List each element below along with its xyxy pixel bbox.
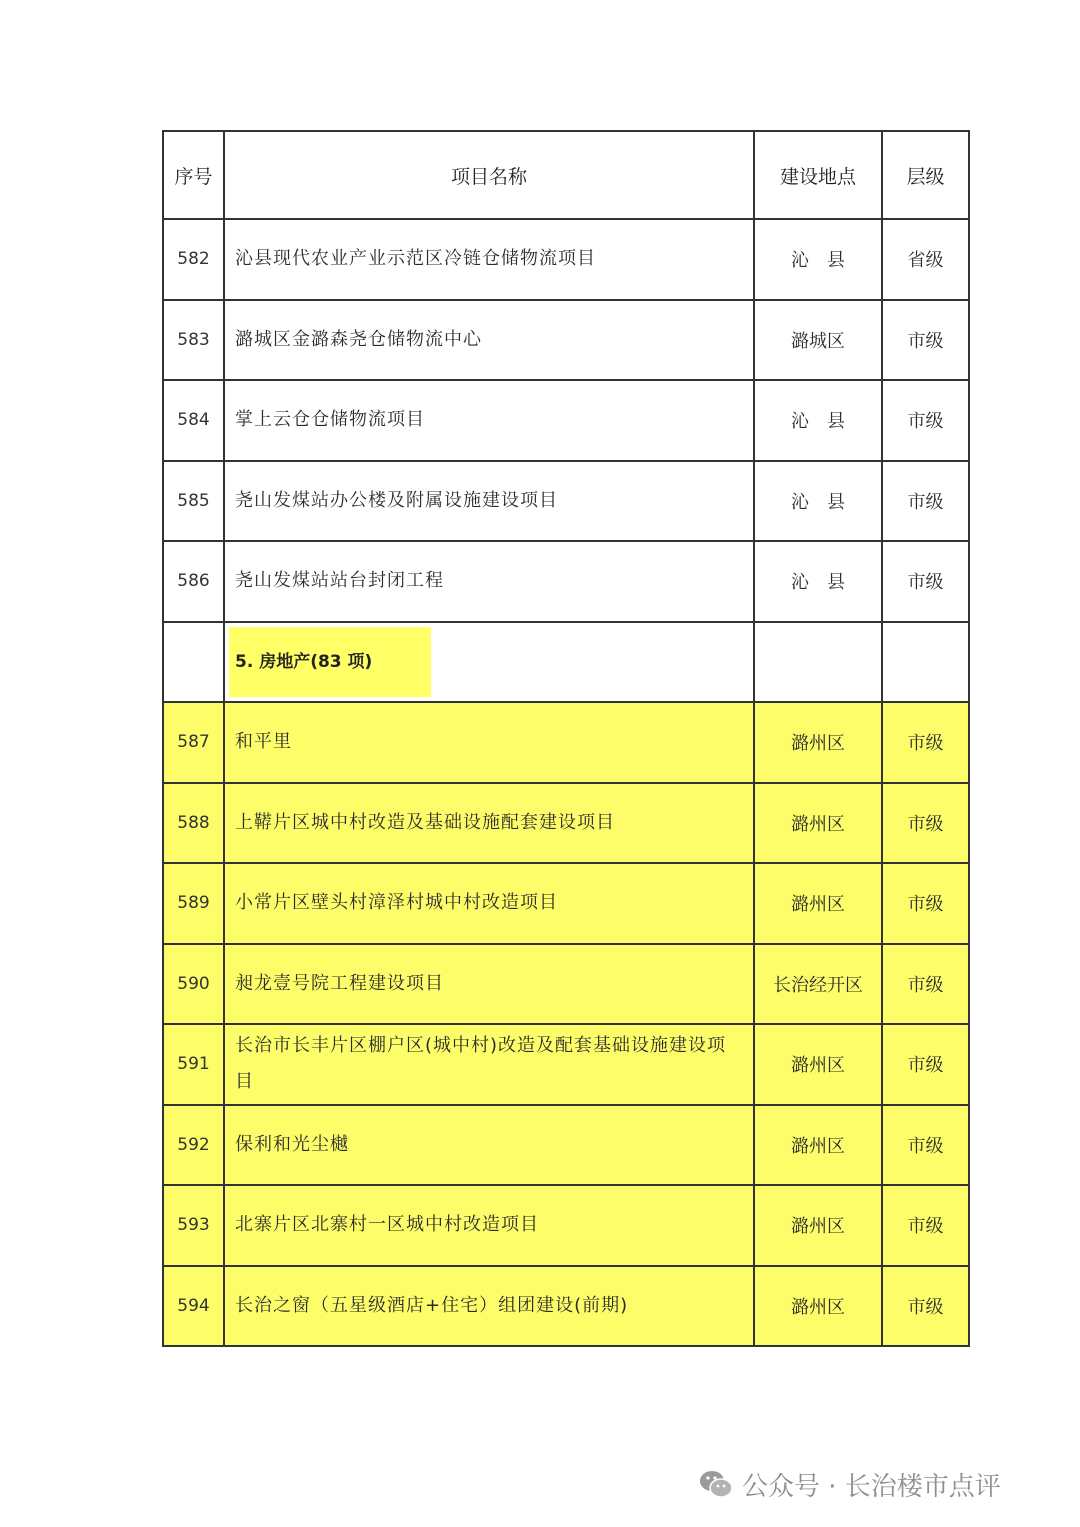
- row-no: 584: [163, 380, 224, 461]
- row-name: 长治之窗（五星级酒店+住宅）组团建设(前期): [224, 1266, 754, 1347]
- watermark-text: 公众号 · 长治楼市点评: [742, 1471, 1001, 1502]
- category-row: [163, 622, 969, 703]
- project-table: [162, 130, 970, 1347]
- row-location: 潞州区: [754, 1105, 882, 1186]
- table-row: [163, 702, 969, 783]
- row-level: 市级: [882, 1105, 969, 1186]
- table-row: [163, 380, 969, 461]
- category-no-cell: [163, 622, 224, 703]
- row-no: 593: [163, 1185, 224, 1266]
- table-row: [163, 1266, 969, 1347]
- category-level-cell: [882, 622, 969, 703]
- project-table-sheet: [162, 130, 968, 1347]
- row-location: 潞州区: [754, 783, 882, 864]
- row-level: 市级: [882, 300, 969, 381]
- row-name: 潞城区金潞森尧仓储物流中心: [224, 300, 754, 381]
- row-level: 市级: [882, 1266, 969, 1347]
- row-location: 潞州区: [754, 1185, 882, 1266]
- row-level: 市级: [882, 783, 969, 864]
- row-level: 市级: [882, 1185, 969, 1266]
- row-location: 长治经开区: [754, 944, 882, 1025]
- header-level: 层级: [882, 131, 969, 219]
- row-level: 市级: [882, 541, 969, 622]
- row-no: 583: [163, 300, 224, 381]
- table-row: [163, 300, 969, 381]
- row-location: 沁 县: [754, 219, 882, 300]
- category-location-cell: [754, 622, 882, 703]
- table-row: [163, 944, 969, 1025]
- table-row: [163, 219, 969, 300]
- table-row: [163, 541, 969, 622]
- row-name: 上鞯片区城中村改造及基础设施配套建设项目: [224, 783, 754, 864]
- row-no: 588: [163, 783, 224, 864]
- table-row: [163, 1105, 969, 1186]
- row-location: 潞州区: [754, 702, 882, 783]
- row-name: 北寨片区北寨村一区城中村改造项目: [224, 1185, 754, 1266]
- row-level: 市级: [882, 863, 969, 944]
- row-location: 沁 县: [754, 461, 882, 542]
- watermark: [698, 1462, 1001, 1506]
- row-no: 591: [163, 1024, 224, 1105]
- row-location: 潞州区: [754, 863, 882, 944]
- wechat-icon: [698, 1469, 734, 1499]
- category-label: 5. 房地产(83 项): [229, 627, 431, 697]
- header-location: 建设地点: [754, 131, 882, 219]
- table-row: [163, 783, 969, 864]
- row-level: 市级: [882, 1024, 969, 1105]
- row-level: 市级: [882, 461, 969, 542]
- row-name: 尧山发煤站站台封闭工程: [224, 541, 754, 622]
- row-location: 潞州区: [754, 1024, 882, 1105]
- table-row: [163, 1024, 969, 1105]
- row-name: 长治市长丰片区棚户区(城中村)改造及配套基础设施建设项目: [224, 1024, 754, 1105]
- row-name: 小常片区壁头村漳泽村城中村改造项目: [224, 863, 754, 944]
- table-header-row: [163, 131, 969, 219]
- row-no: 586: [163, 541, 224, 622]
- row-name: 和平里: [224, 702, 754, 783]
- row-name: 昶龙壹号院工程建设项目: [224, 944, 754, 1025]
- row-name: 掌上云仓仓储物流项目: [224, 380, 754, 461]
- header-name: 项目名称: [224, 131, 754, 219]
- row-level: 市级: [882, 380, 969, 461]
- row-level: 市级: [882, 944, 969, 1025]
- row-location: 沁 县: [754, 380, 882, 461]
- table-row: [163, 1185, 969, 1266]
- row-no: 585: [163, 461, 224, 542]
- table-row: [163, 461, 969, 542]
- category-name-cell: [224, 622, 754, 703]
- row-no: 594: [163, 1266, 224, 1347]
- table-row: [163, 863, 969, 944]
- row-name: 尧山发煤站办公楼及附属设施建设项目: [224, 461, 754, 542]
- row-no: 589: [163, 863, 224, 944]
- row-level: 省级: [882, 219, 969, 300]
- row-level: 市级: [882, 702, 969, 783]
- header-no: 序号: [163, 131, 224, 219]
- row-location: 沁 县: [754, 541, 882, 622]
- row-no: 587: [163, 702, 224, 783]
- row-name: 保利和光尘樾: [224, 1105, 754, 1186]
- row-no: 592: [163, 1105, 224, 1186]
- row-name: 沁县现代农业产业示范区冷链仓储物流项目: [224, 219, 754, 300]
- row-no: 590: [163, 944, 224, 1025]
- row-no: 582: [163, 219, 224, 300]
- row-location: 潞州区: [754, 1266, 882, 1347]
- row-location: 潞城区: [754, 300, 882, 381]
